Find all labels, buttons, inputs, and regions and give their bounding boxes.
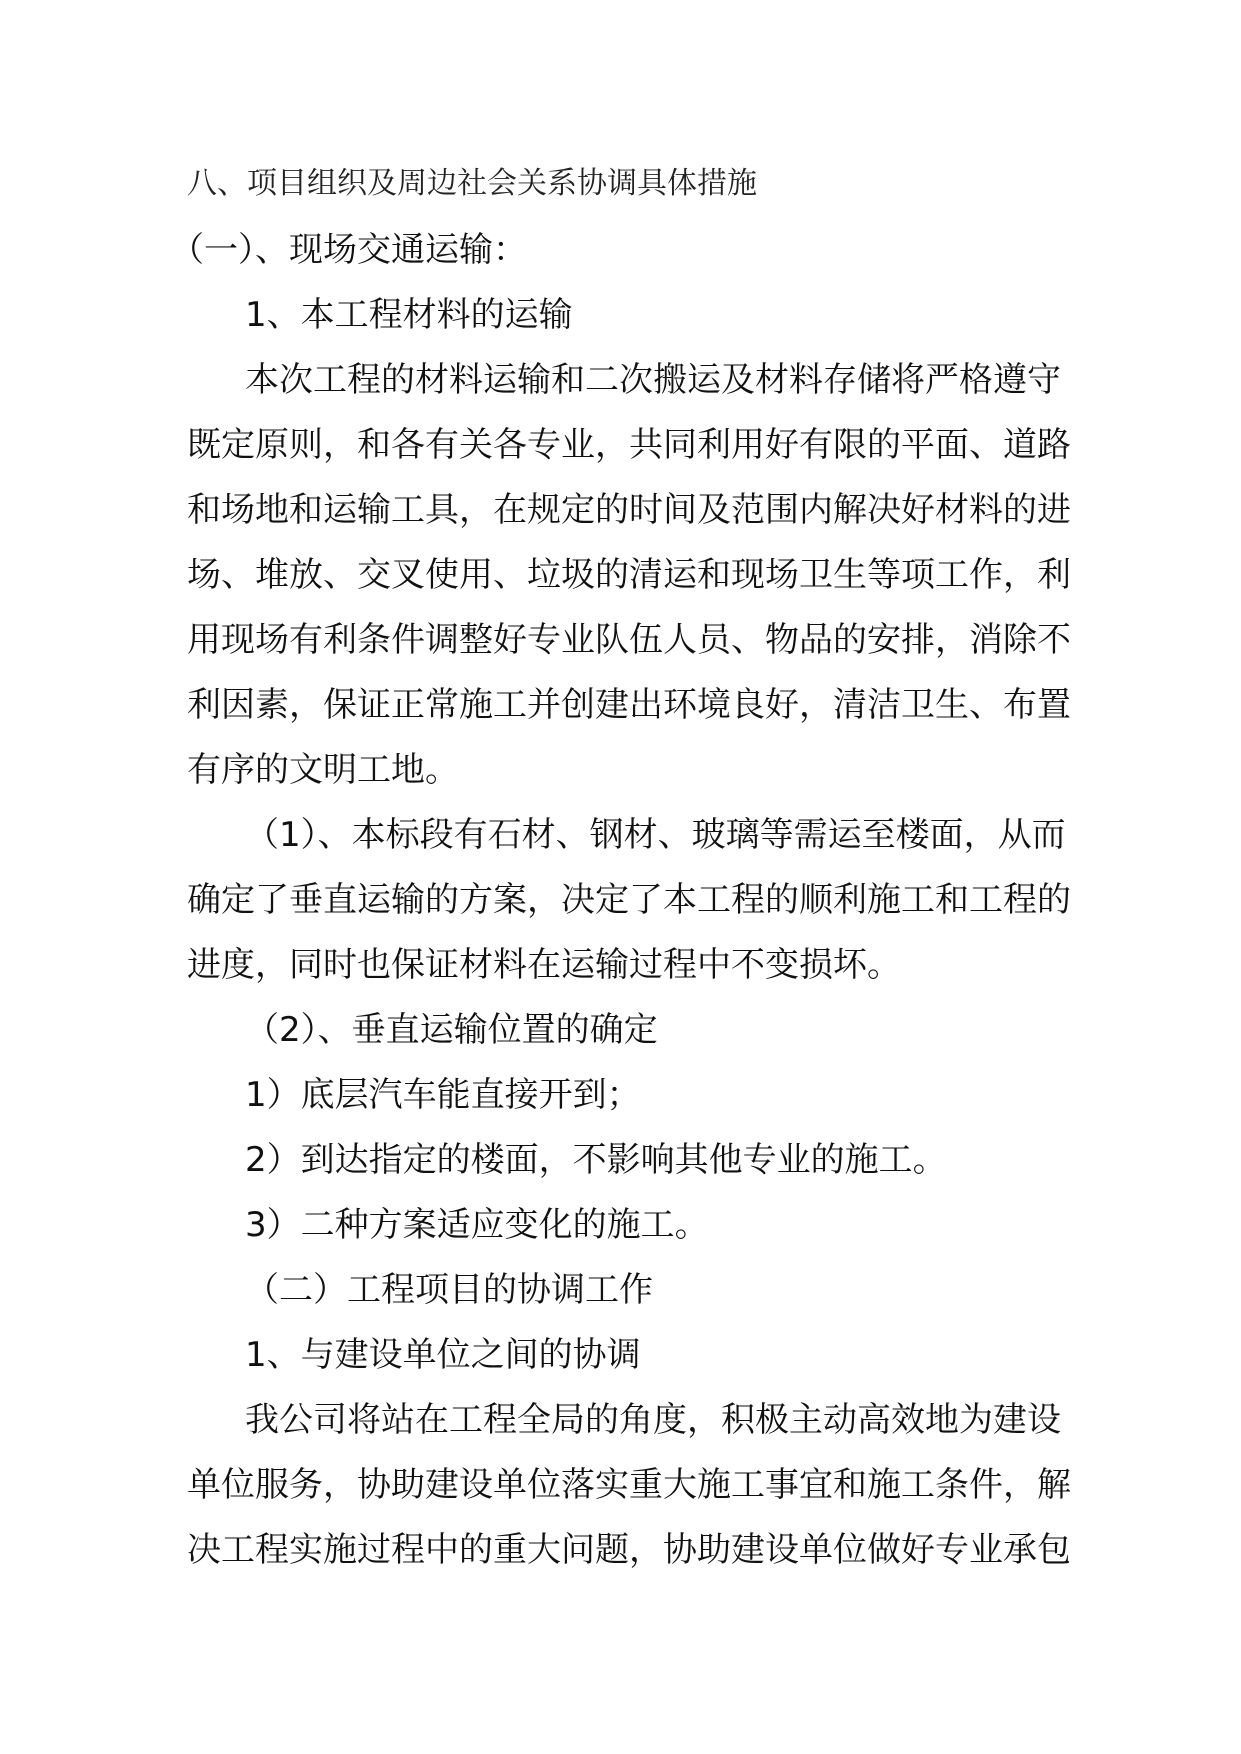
paragraph-line: （1）、本标段有石材、钢材、玻璃等需运至楼面，从而 — [245, 815, 1066, 855]
paragraph-line: 场、堆放、交叉使用、垃圾的清运和现场卫生等项工作，利 — [187, 555, 1071, 595]
list-item: 1）底层汽车能直接开到； — [245, 1075, 641, 1115]
paragraph-line: 我公司将站在工程全局的角度，积极主动高效地为建设 — [245, 1400, 1061, 1440]
paragraph-line: 和场地和运输工具，在规定的时间及范围内解决好材料的进 — [187, 490, 1071, 530]
paragraph-line: 既定原则，和各有关各专业，共同利用好有限的平面、道路 — [187, 425, 1071, 465]
subsection-title: （二）工程项目的协调工作 — [245, 1270, 653, 1310]
section-heading: 八、项目组织及周边社会关系协调具体措施 — [187, 166, 757, 201]
item-title: （2）、垂直运输位置的确定 — [245, 1010, 658, 1050]
paragraph-line: 用现场有利条件调整好专业队伍人员、物品的安排，消除不 — [187, 620, 1071, 660]
paragraph-line: 决工程实施过程中的重大问题，协助建设单位做好专业承包 — [187, 1530, 1071, 1570]
paragraph-line: 进度，同时也保证材料在运输过程中不变损坏。 — [187, 945, 901, 985]
list-item: 3）二种方案适应变化的施工。 — [245, 1205, 709, 1245]
paragraph-line: 确定了垂直运输的方案，决定了本工程的顺利施工和工程的 — [187, 880, 1071, 920]
paragraph-line: 有序的文明工地。 — [187, 750, 459, 790]
paragraph-line: 单位服务，协助建设单位落实重大施工事宜和施工条件，解 — [187, 1465, 1071, 1505]
paragraph-line: 利因素，保证正常施工并创建出环境良好，清洁卫生、布置 — [187, 685, 1071, 725]
item-title: 1、本工程材料的运输 — [245, 295, 573, 335]
item-title: 1、与建设单位之间的协调 — [245, 1335, 641, 1375]
paragraph-line: 本次工程的材料运输和二次搬运及材料存储将严格遵守 — [245, 360, 1061, 400]
subsection-title: （一）、现场交通运输： — [170, 230, 527, 270]
list-item: 2）到达指定的楼面，不影响其他专业的施工。 — [245, 1140, 947, 1180]
